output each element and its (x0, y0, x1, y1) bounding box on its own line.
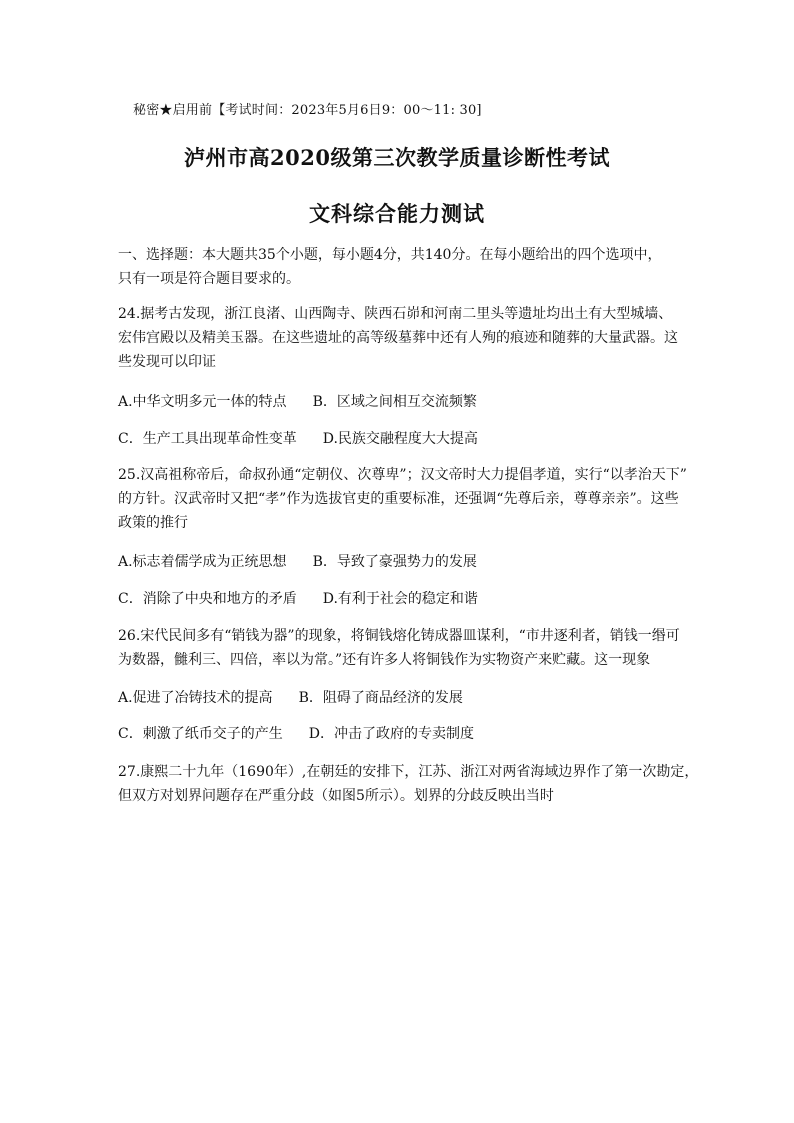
option-c[interactable]: C．刺激了纸币交子的产生 (118, 726, 283, 742)
stem-line: 27.康熙二十九年（1690年）,在朝廷的安排下，江苏、浙江对两省海域边界作了第一次勘定， (118, 764, 699, 780)
section-instruction (118, 243, 678, 291)
question-26-options-row-2 (118, 723, 474, 745)
instruction-line: 只有一项是符合题目要求的。 (118, 271, 300, 287)
confidential-header: 秘密★启用前【考试时间：2023年5月6日9：00～11: 30] (133, 103, 482, 118)
option-d[interactable]: D．冲击了政府的专卖制度 (308, 726, 474, 742)
question-26-options-row-1 (118, 687, 463, 709)
option-c[interactable]: C．生产工具出现革命性变革 (118, 431, 297, 447)
option-d[interactable]: D.民族交融程度大大提高 (322, 431, 478, 447)
option-a[interactable]: A.标志着儒学成为正统思想 (118, 554, 287, 570)
option-b[interactable]: B．区域之间相互交流频繁 (312, 394, 477, 410)
stem-line: 的方针。汉武帝时又把“孝”作为选拔官吏的重要标准，还强调“先尊后亲，尊尊亲亲”。这些 (118, 491, 679, 507)
question-25-stem (118, 463, 687, 535)
question-25-options-row-1 (118, 551, 477, 573)
stem-line: 为数器，雠利三、四倍，率以为常。”还有许多人将铜钱作为实物资产来贮藏。这一现象 (118, 652, 651, 668)
stem-line: 宏伟宫殿以及精美玉器。在这些遗址的高等级墓葬中还有人殉的痕迹和随葬的大量武器。这 (118, 330, 678, 346)
option-d[interactable]: D.有利于社会的稳定和谐 (322, 591, 478, 607)
option-c[interactable]: C．消除了中央和地方的矛盾 (118, 591, 297, 607)
stem-line: 但双方对划界问题存在严重分歧（如图5所示）。划界的分歧反映出当时 (118, 788, 554, 804)
exam-title: 泸州市高2020级第三次教学质量诊断性考试 (184, 145, 610, 170)
stem-line: 些发现可以印证 (118, 354, 216, 370)
option-b[interactable]: B．阻碍了商品经济的发展 (298, 690, 463, 706)
stem-line: 24.据考古发现，浙江良渚、山西陶寺、陕西石峁和河南二里头等遗址均出土有大型城墙、 (118, 306, 673, 322)
stem-line: 26.宋代民间多有“销钱为器”的现象，将铜钱熔化铸成器皿谋利，“市井逐利者，销钱一缗可 (118, 628, 680, 644)
question-24-options-row-2 (118, 428, 478, 450)
stem-line: 政策的推行 (118, 515, 188, 531)
exam-subtitle: 文科综合能力测试 (309, 201, 485, 226)
question-24-stem (118, 302, 678, 374)
option-b[interactable]: B．导致了豪强势力的发展 (312, 554, 477, 570)
option-a[interactable]: A.促进了冶铸技术的提高 (118, 690, 273, 706)
question-27-stem (118, 760, 699, 808)
question-25-options-row-2 (118, 588, 478, 610)
instruction-line: 一、选择题：本大题共35个小题，每小题4分，共140分。在每小题给出的四个选项中， (118, 247, 662, 263)
stem-line: 25.汉高祖称帝后，命叔孙通“定朝仪、次尊卑”；汉文帝时大力提倡孝道，实行“以孝治天下” (118, 467, 687, 483)
option-a[interactable]: A.中华文明多元一体的特点 (118, 394, 287, 410)
question-26-stem (118, 624, 678, 672)
question-24-options-row-1 (118, 391, 477, 413)
